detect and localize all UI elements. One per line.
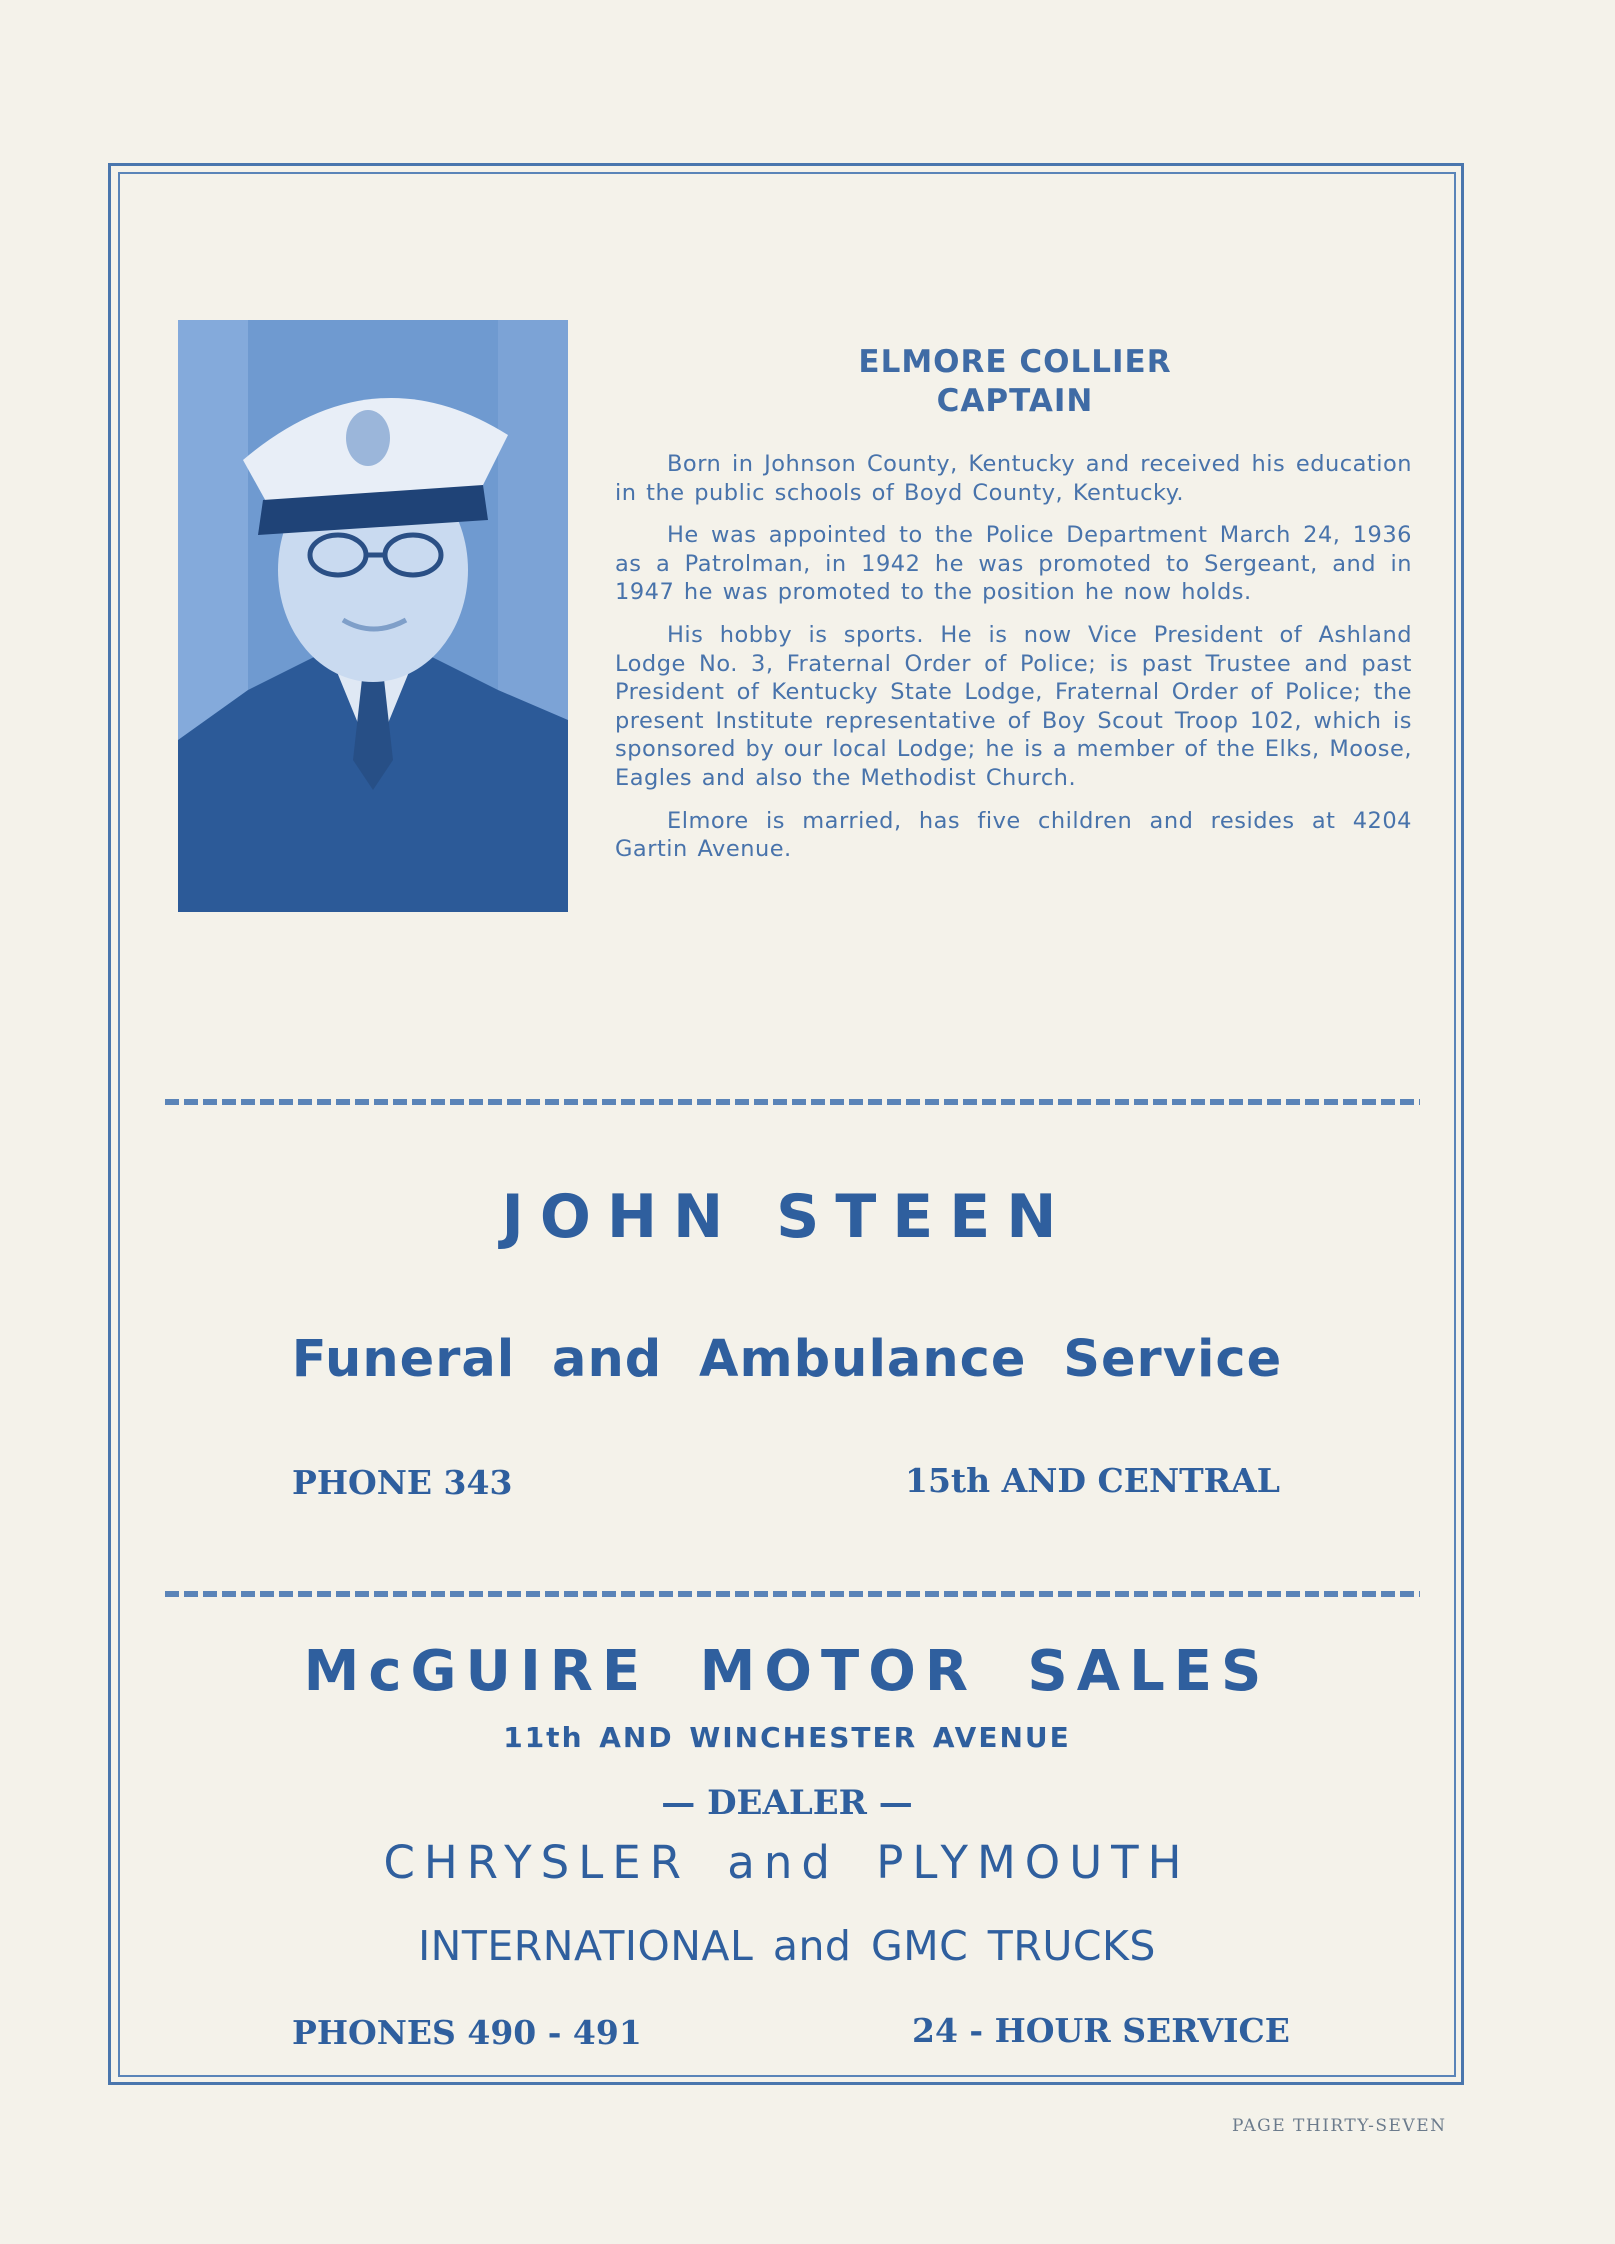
bio-paragraph: His hobby is sports. He is now Vice President of Ashland Lodge No. 3, Fraternal Order of Police; is past Trustee and past President of Kentucky State Lodge, Fraternal Order of Police; the present Institute representative of Boy Scout Troop 102, which is sponsored by our local Lodge; he is a member of the Elks, Moose, Eagles and also the Methodist Church.	[615, 621, 1412, 791]
mcguire-ad-title: McGUIRE MOTOR SALES	[303, 1639, 1271, 1704]
portrait-photo	[178, 320, 568, 912]
profile-name: ELMORE COLLIER	[858, 344, 1172, 380]
profile-biography	[615, 450, 1412, 878]
steen-ad-phone: PHONE 343	[292, 1463, 513, 1502]
profile-heading	[740, 343, 1290, 421]
section-divider	[165, 1099, 1420, 1105]
bio-paragraph: He was appointed to the Police Department March 24, 1936 as a Patrolman, in 1942 he was promoted to Sergeant, and in 1947 he was promoted to the position he now holds.	[615, 522, 1412, 606]
page-number: PAGE THIRTY-SEVEN	[1232, 2116, 1447, 2136]
mcguire-ad-brands: CHRYSLER and PLYMOUTH	[383, 1836, 1191, 1889]
portrait-illustration	[178, 320, 568, 912]
steen-ad-service: Funeral and Ambulance Service	[291, 1330, 1283, 1389]
steen-ad-title: JOHN STEEN	[501, 1182, 1073, 1252]
section-divider	[165, 1591, 1420, 1597]
bio-paragraph: Born in Johnson County, Kentucky and received his education in the public schools of Boyd County, Kentucky.	[615, 451, 1412, 506]
profile-rank: CAPTAIN	[936, 383, 1094, 419]
mcguire-ad-phones: PHONES 490 - 491	[292, 2013, 642, 2052]
steen-ad-address: 15th AND CENTRAL	[905, 1461, 1280, 1500]
mcguire-ad-hours: 24 - HOUR SERVICE	[912, 2011, 1290, 2050]
bio-paragraph: Elmore is married, has five children and resides at 4204 Gartin Avenue.	[615, 807, 1412, 863]
mcguire-ad-trucks: INTERNATIONAL and GMC TRUCKS	[418, 1922, 1156, 1970]
mcguire-ad-address: 11th AND WINCHESTER AVENUE	[503, 1721, 1071, 1754]
mcguire-ad-dealer: — DEALER —	[661, 1783, 913, 1823]
